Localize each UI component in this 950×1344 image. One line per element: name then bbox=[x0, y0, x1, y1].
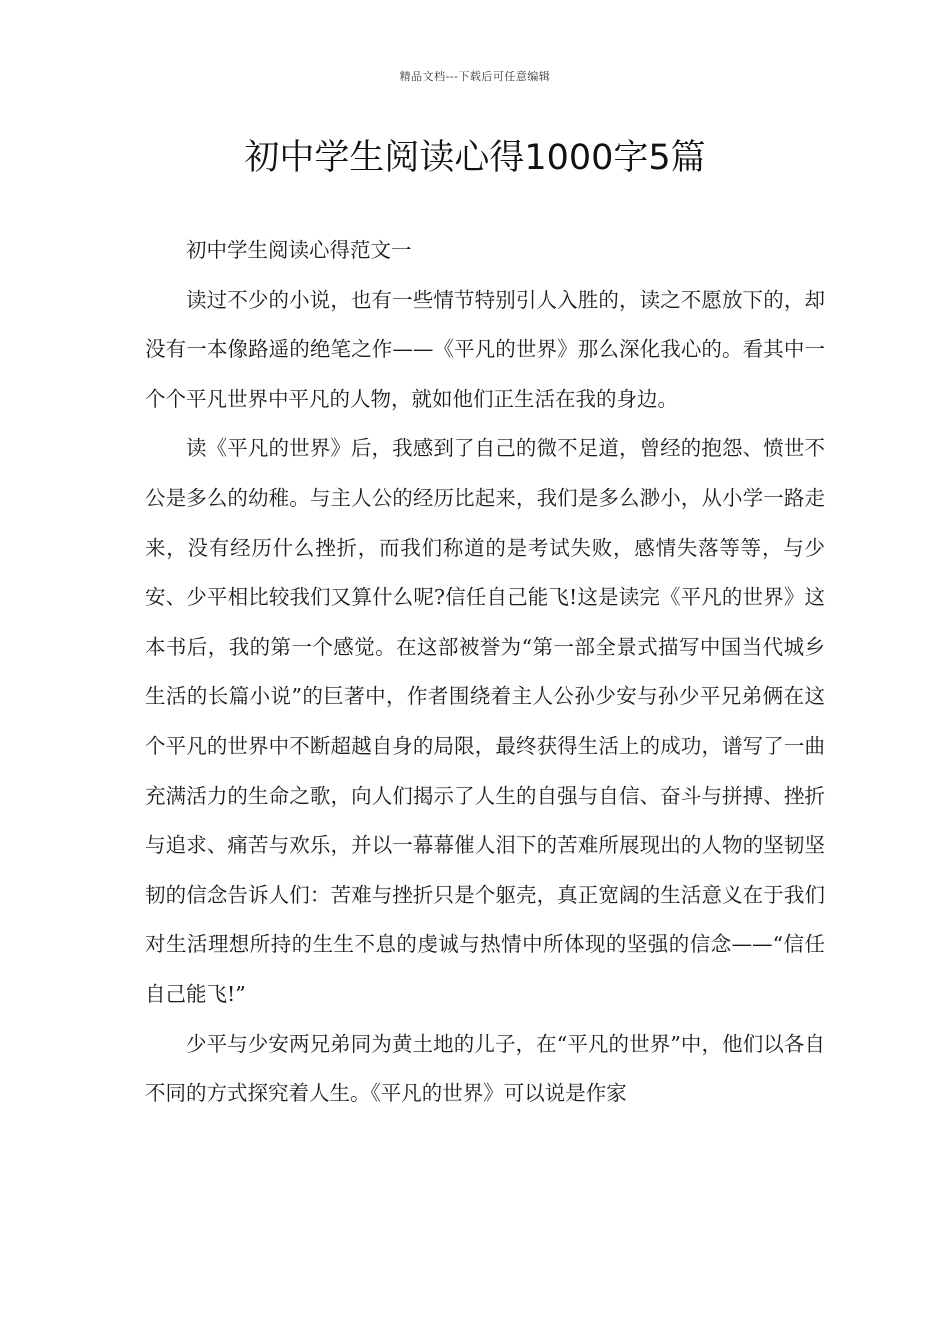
paragraph: 读过不少的小说，也有一些情节特别引人入胜的，读之不愿放下的，却没有一本像路遥的绝笔之作——《平凡的世界》那么深化我心的。看其中一个个平凡世界中平凡的人物，就如他们正生活在我的身边。 bbox=[145, 287, 825, 411]
paragraph: 读《平凡的世界》后，我感到了自己的微不足道，曾经的抱怨、愤世不公是多么的幼稚。与主人公的经历比起来，我们是多么渺小，从小学一路走来，没有经历什么挫折，而我们称道的是考试失败，感情失落等等，与少安、少平相比较我们又算什么呢?信任自己能飞!这是读完《平凡的世界》这本书后，我的第一个感觉。在这部被誉为“第一部全景式描写中国当代城乡生活的长篇小说”的巨著中，作者围绕着主人公孙少安与孙少平兄弟俩在这个平凡的世界中不断超越自身的局限，最终获得生活上的成功，谱写了一曲充满活力的生命之歌，向人们揭示了人生的自强与自信、奋斗与拼搏、挫折与追求、痛苦与欢乐，并以一幕幕催人泪下的苦难所展现出的人物的坚韧坚韧的信念告诉人们：苦难与挫折只是个躯壳，真正宽阔的生活意义在于我们对生活理想所持的生生不息的虔诚与热情中所体现的坚强的信念——“信任自己能飞!” bbox=[145, 436, 825, 1006]
document-body bbox=[145, 226, 825, 1119]
paragraph: 少平与少安两兄弟同为黄土地的儿子，在“平凡的世界”中，他们以各自不同的方式探究着人生。《平凡的世界》可以说是作家 bbox=[145, 1031, 825, 1106]
document-title: 初中学生阅读心得1000字5篇 bbox=[244, 138, 706, 178]
section-heading: 初中学生阅读心得范文一 bbox=[186, 238, 412, 262]
header-note: 精品文档---下载后可任意编辑 bbox=[399, 70, 551, 83]
